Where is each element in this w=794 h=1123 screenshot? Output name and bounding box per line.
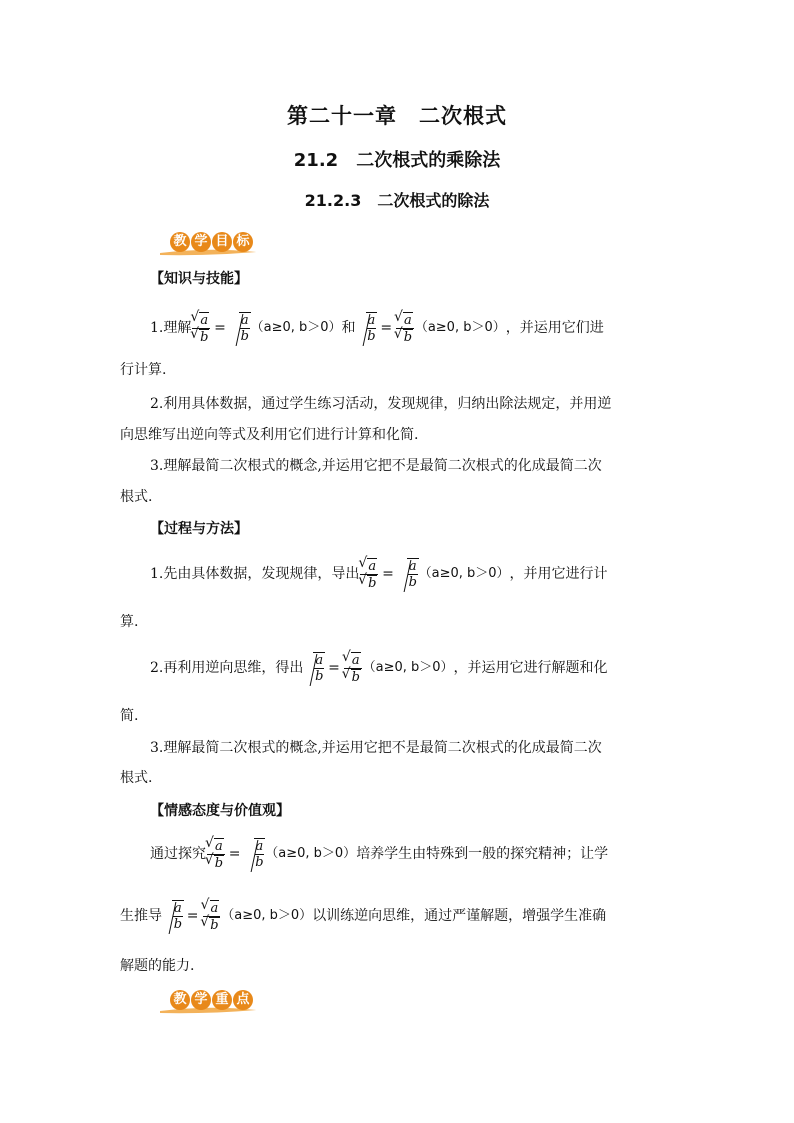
text: 生推导: [120, 908, 162, 924]
badge-char: 目: [212, 232, 232, 252]
emotion-line-2: 生推导 $\frac{a}{b}$ = √ a √ b （a≥0, b＞0） 以训练逆向思维，通过严谨解题，增强学生准确: [120, 898, 680, 934]
emotion-line-3: 解题的能力.: [120, 958, 195, 974]
section-title: 21.2.3 二次根式的除法: [304, 191, 490, 210]
knowledge-item-2-line1: 2.利用具体数据，通过学生练习活动，发现规律，归纳出除法规定，并用逆: [150, 396, 612, 412]
condition: （a≥0, b＞0）: [414, 320, 506, 335]
emotion-line-1: 通过探究 √ a √ b = $\frac{a}{b}$ （a≥0, b＞0） 培养学生由特殊到一般的探究精神；让学: [150, 836, 710, 872]
badge-char: 标: [233, 232, 253, 252]
formula-sqrt-a-over-b: $\frac{a}{b}$: [397, 558, 419, 590]
text: 1.先由具体数据，发现规律，导出: [150, 566, 360, 582]
text: ，并运用它们进: [505, 320, 604, 336]
badge-char: 教: [170, 232, 190, 252]
section-emotion-heading: 【情感态度与价值观】: [150, 803, 290, 819]
badge-char: 学: [191, 990, 211, 1010]
condition: （a≥0, b＞0）: [418, 566, 510, 581]
text: ，并用它进行计: [509, 566, 608, 582]
badge-char: 重: [212, 990, 232, 1010]
formula-sqrt-a-over-sqrt-b: √ a √ b: [396, 312, 414, 345]
badge-char: 点: [233, 990, 253, 1010]
process-item-2-cont: 简.: [120, 708, 139, 724]
knowledge-item-1: 1.理解 √ a √ b = $\frac{a}{b}$ （a≥0, b＞0） 和 $\frac{a}{b}$ = √ a √ b （a≥0, b＞0） ，并运用它们进: [150, 310, 710, 346]
process-item-1-cont: 算.: [120, 614, 139, 630]
condition: （a≥0, b＞0）: [250, 320, 342, 335]
formula-sqrt-a-over-b: $\frac{a}{b}$: [162, 900, 184, 932]
formula-sqrt-a-over-b: $\frac{a}{b}$: [303, 652, 325, 684]
text: 1.理解: [150, 320, 192, 336]
process-item-1: 1.先由具体数据，发现规律，导出 √ a √ b = $\frac{a}{b}$ （a≥0, b＞0） ，并用它进行计: [150, 556, 710, 592]
badge-char: 学: [191, 232, 211, 252]
badge-char: 教: [170, 990, 190, 1010]
chapter-title: 第二十一章 二次根式: [287, 104, 507, 128]
process-item-2: 2.再利用逆向思维，得出 $\frac{a}{b}$ = √ a √ b （a≥0, b＞0） ，并运用它进行解题和化: [150, 650, 710, 686]
text: ，并运用它进行解题和化: [453, 660, 608, 676]
condition: （a≥0, b＞0）: [362, 660, 454, 675]
process-item-3-line2: 根式.: [120, 770, 153, 786]
knowledge-item-1-cont: 行计算.: [120, 362, 167, 378]
formula-sqrt-a-over-sqrt-b: √ a √ b: [203, 900, 221, 933]
section-knowledge-heading: 【知识与技能】: [150, 271, 248, 287]
formula-sqrt-a-over-sqrt-b: √ a √ b: [344, 652, 362, 685]
formula-sqrt-a-over-b: $\frac{a}{b}$: [356, 312, 378, 344]
knowledge-item-3-line2: 根式.: [120, 489, 153, 505]
text: 2.再利用逆向思维，得出: [150, 660, 304, 676]
text: 以训练逆向思维，通过严谨解题，增强学生准确: [312, 908, 607, 924]
teaching-goals-badge: [158, 232, 258, 258]
formula-sqrt-a-over-sqrt-b: √ a √ b: [192, 312, 210, 345]
text: 通过探究: [150, 846, 206, 862]
condition: （a≥0, b＞0）: [221, 908, 313, 923]
text: 和: [341, 320, 356, 336]
teaching-focus-badge: [158, 990, 258, 1016]
section-process-heading: 【过程与方法】: [150, 521, 248, 537]
formula-sqrt-a-over-sqrt-b: √ a √ b: [207, 838, 225, 871]
text: 培养学生由特殊到一般的探究精神；让学: [356, 846, 609, 862]
knowledge-item-2-line2: 向思维写出逆向等式及利用它们进行计算和化简.: [120, 427, 419, 443]
formula-sqrt-a-over-sqrt-b: √ a √ b: [360, 558, 378, 591]
condition: （a≥0, b＞0）: [265, 846, 357, 861]
subsection-title: 21.2 二次根式的乘除法: [293, 150, 501, 171]
formula-sqrt-a-over-b: $\frac{a}{b}$: [244, 838, 266, 870]
formula-sqrt-a-over-b: $\frac{a}{b}$: [229, 312, 251, 344]
process-item-3-line1: 3.理解最简二次根式的概念,并运用它把不是最简二次根式的化成最简二次: [150, 740, 602, 756]
knowledge-item-3-line1: 3.理解最简二次根式的概念,并运用它把不是最简二次根式的化成最简二次: [150, 458, 602, 474]
